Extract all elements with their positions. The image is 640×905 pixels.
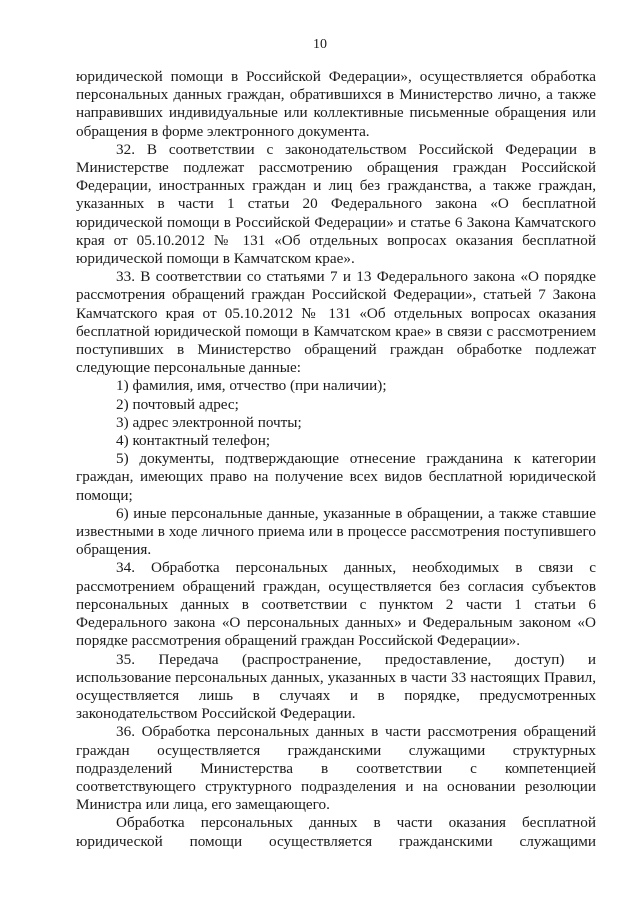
paragraph-34: 34. Обработка персональных данных, необходимых в связи с рассмотрением обращений граждан, осуществляется без согласия субъектов персональных данных в соответствии с пунктом 2 части 1 статьи 6 Федерального закона «О персональных данных» и Федеральным законом «О порядке рассмотрения обращений граждан Российской Федерации». — [76, 559, 596, 650]
page-number: 10 — [313, 37, 327, 52]
paragraph-36: 36. Обработка персональных данных в части рассмотрения обращений граждан осуществляется гражданскими служащими структурных подразделений Министерства в соответствии с компетенцией соответствующего структурного подразделения и на основании резолюции Министра или лица, его замещающего. — [76, 723, 596, 814]
list-item-5: 5) документы, подтверждающие отнесение гражданина к категории граждан, имеющих право на получение всех видов бесплатной юридической помощи; — [76, 450, 596, 504]
document-body — [76, 68, 596, 851]
list-item-3: 3) адрес электронной почты; — [116, 413, 302, 431]
paragraph-continuation: юридической помощи в Российской Федерации», осуществляется обработка персональных данных граждан, обратившихся в Министерство лично, а также направивших индивидуальные или коллективные письменные обращения или обращения в форме электронного документа. — [76, 68, 596, 140]
list-item-6: 6) иные персональные данные, указанные в обращении, а также ставшие известными в ходе личного приема или в процессе рассмотрения поступившего обращения. — [76, 504, 596, 559]
list-item-2: 2) почтовый адрес; — [116, 395, 239, 413]
paragraph-35: 35. Передача (распространение, предоставление, доступ) и использование персональных данных, указанных в части 33 настоящих Правил, осуществляется лишь в случаях и в порядке, предусмотренных законодательством Российской Федерации. — [76, 650, 596, 723]
paragraph-33: 33. В соответствии со статьями 7 и 13 Федерального закона «О порядке рассмотрения обращений граждан Российской Федерации», статьей 7 Закона Камчатского края от 05.10.2012 № 131 «Об отдельных вопросах оказания бесплатной юридической помощи в Камчатском крае» в связи с рассмотрением поступивших в Министерство обращений граждан обработке подлежат следующие персональные данные: — [76, 268, 596, 377]
list-item-4: 4) контактный телефон; — [116, 432, 271, 450]
paragraph-36-continued: Обработка персональных данных в части оказания бесплатной юридической помощи осуществляется гражданскими служащими — [76, 814, 596, 850]
paragraph-32: 32. В соответствии с законодательством Российской Федерации в Министерстве подлежат рассмотрению обращения граждан Российской Федерации, иностранных граждан и лиц без гражданства, а также граждан, указанных в части 1 статьи 20 Федерального закона «О бесплатной юридической помощи в Российской Федерации» и статье 6 Закона Камчатского края от 05.10.2012 № 131 «Об отдельных вопросах оказания бесплатной юридической помощи в Камчатском крае». — [76, 140, 596, 268]
list-item-1: 1) фамилия, имя, отчество (при наличии); — [116, 377, 387, 395]
